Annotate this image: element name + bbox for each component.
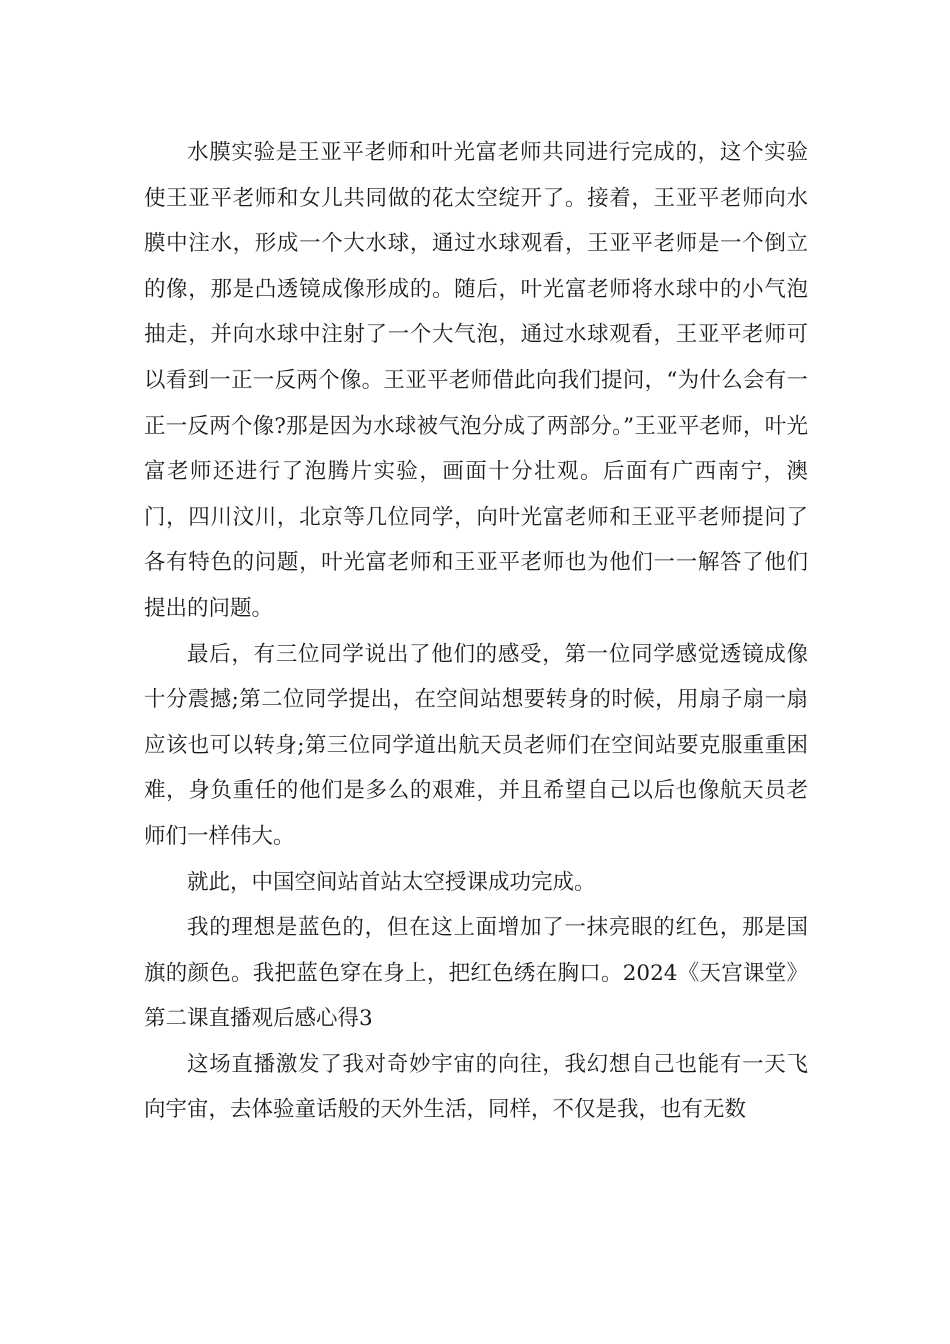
paragraph-lesson-complete: 就此，中国空间站首站太空授课成功完成。 — [187, 869, 596, 895]
paragraph-universe-longing: 这场直播激发了我对奇妙宇宙的向往，我幻想自己也能有一天飞向宇宙，去体验童话般的天外生活，同样，不仅是我，也有无数 — [144, 1051, 808, 1123]
paragraph-water-film-experiment: 水膜实验是王亚平老师和叶光富老师共同进行完成的，这个实验使王亚平老师和女儿共同做的花太空绽开了。接着，王亚平老师向水膜中注水，形成一个大水球，通过水球观看，王亚平老师是一个倒立的像，那是凸透镜成像形成的。随后，叶光富老师将水球中的小气泡抽走，并向水球中注射了一个大气泡，通过水球观看，王亚平老师可以看到一正一反两个像。王亚平老师借此向我们提问，“为什么会有一正一反两个像?那是因为水球被气泡分成了两部分。”王亚平老师，叶光富老师还进行了泡腾片实验，画面十分壮观。后面有广西南宁，澳门，四川汶川，北京等几位同学，向叶光富老师和王亚平老师提问了各有特色的问题，叶光富老师和王亚平老师也为他们一一解答了他们提出的问题。 — [144, 140, 808, 621]
paragraph-student-feelings: 最后，有三位同学说出了他们的感受，第一位同学感觉透镜成像十分震撼;第二位同学提出，在空间站想要转身的时候，用扇子扇一扇应该也可以转身;第三位同学道出航天员老师们在空间站要克服重重困难，身负重任的他们是多么的艰难，并且希望自己以后也像航天员老师们一样伟大。 — [144, 641, 808, 849]
paragraph-blue-dream: 我的理想是蓝色的，但在这上面增加了一抹亮眼的红色，那是国旗的颜色。我把蓝色穿在身上，把红色绣在胸口。2024《天宫课堂》第二课直播观后感心得3 — [144, 915, 809, 1032]
document-body — [144, 130, 808, 1133]
